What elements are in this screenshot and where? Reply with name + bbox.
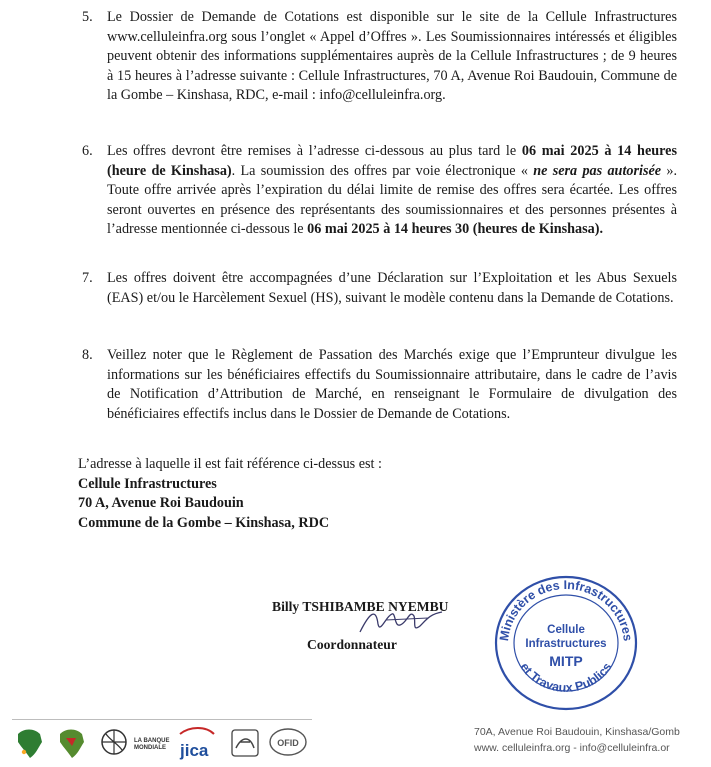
world-bank-line2: MONDIALE xyxy=(134,745,166,751)
footer-web-email: www. celluleinfra.org - info@celluleinfra.or xyxy=(474,742,670,754)
address-org: Cellule Infrastructures xyxy=(78,475,217,492)
clause-7 xyxy=(82,269,677,308)
africa-logo-2 xyxy=(60,730,84,759)
clause-text xyxy=(107,8,677,106)
arabic-fund-logo xyxy=(232,730,258,756)
stamp-ring-bottom: et Travaux Publics xyxy=(517,660,615,695)
stamp-line2: Infrastructures xyxy=(525,638,607,650)
stamp-ring-top: Ministère des Infrastructures xyxy=(497,577,635,642)
clause-segment: 06 mai 2025 à 14 heures (heure de Kinshasa) xyxy=(107,143,677,179)
jica-wordmark: jica xyxy=(180,741,209,760)
clause-segment: . La soumission des offres par voie électronique « xyxy=(231,162,534,179)
clause-segment: 06 mai 2025 à 14 heures 30 (heures de Kinshasa). xyxy=(307,221,603,238)
ofid-logo xyxy=(270,729,306,755)
handwritten-signature xyxy=(356,602,446,642)
clause-number: 6. xyxy=(82,143,93,159)
clause-number: 5. xyxy=(82,9,93,25)
signatory-role: Coordonnateur xyxy=(307,637,397,652)
jica-logo xyxy=(179,728,214,760)
stamp-line1: Cellule xyxy=(547,624,585,636)
address-street: 70 A, Avenue Roi Baudouin xyxy=(78,495,244,512)
footer-divider xyxy=(12,719,312,720)
footer-contact xyxy=(474,724,680,756)
clause-6 xyxy=(82,142,677,240)
clause-segment: ne sera pas autorisée xyxy=(533,162,662,179)
clause-text xyxy=(107,269,677,308)
clause-segment: Le Dossier de Demande de Cotations est disponible sur le site de la Cellule Infrastructures www.celluleinfra.org sous l’onglet « Appel d’Offres ». Les Soumissionnaires intéressés et éligibles peuvent obtenir des informations supplémentaires auprès de la Cellule Infrastructures ; de 9 heures à 15 heures à l’adresse suivante : Cellule Infrastructures, 70 A, Avenue Roi Baudouin, Commune de la Gombe – Kinshasa, RDC, e-mail : info@celluleinfra.org. xyxy=(107,9,677,104)
clause-8 xyxy=(82,346,677,424)
world-bank-line1: LA BANQUE xyxy=(134,738,170,744)
clause-number: 7. xyxy=(82,270,93,286)
address-intro: L’adresse à laquelle il est fait référence ci-dessus est : xyxy=(78,456,382,472)
world-bank-logo xyxy=(102,730,169,754)
clause-5 xyxy=(82,8,677,106)
clause-segment: ». Toute offre arrivée après l’expiration du délai limite de remise des offres sera écartée. Les offres seront ouvertes en présence des représentants des soumissionnaires et des personnes présentes à l’adresse mentionnée ci-dessous le xyxy=(107,162,678,238)
clause-segment: Les offres doivent être accompagnées d’une Déclaration sur l’Exploitation et les Abus Sexuels (EAS) et/ou le Harcèlement Sexuel (HS), suivant le modèle contenu dans la Demande de Cotations. xyxy=(107,270,677,306)
address-city: Commune de la Gombe – Kinshasa, RDC xyxy=(78,514,330,531)
clause-segment: Les offres devront être remises à l’adresse ci-dessous au plus tard le xyxy=(107,143,522,159)
address-block xyxy=(78,455,382,533)
partner-logos xyxy=(10,722,320,762)
clause-segment: Veillez noter que le Règlement de Passation des Marchés exige que l’Emprunteur divulgue les informations sur les bénéficiaires effectifs du Soumissionnaire attributaire, dans le cadre de l’avis de Notification d’Attribution de Marché, en renseignant le Formulaire de divulgation des bénéficiaires effectifs inclus dans le Dossier de Demande de Cotations. xyxy=(107,347,677,422)
clause-text xyxy=(107,346,677,424)
clause-number: 8. xyxy=(82,347,93,363)
africa-logo-1 xyxy=(18,730,42,759)
signatory-name: Billy TSHIBAMBE NYEMBU xyxy=(272,599,449,614)
official-stamp xyxy=(490,571,640,711)
ofid-wordmark: OFID xyxy=(277,738,299,748)
stamp-line3: MITP xyxy=(549,653,583,669)
footer-address: 70A, Avenue Roi Baudouin, Kinshasa/Gomb xyxy=(474,726,680,738)
clause-text xyxy=(107,142,677,240)
